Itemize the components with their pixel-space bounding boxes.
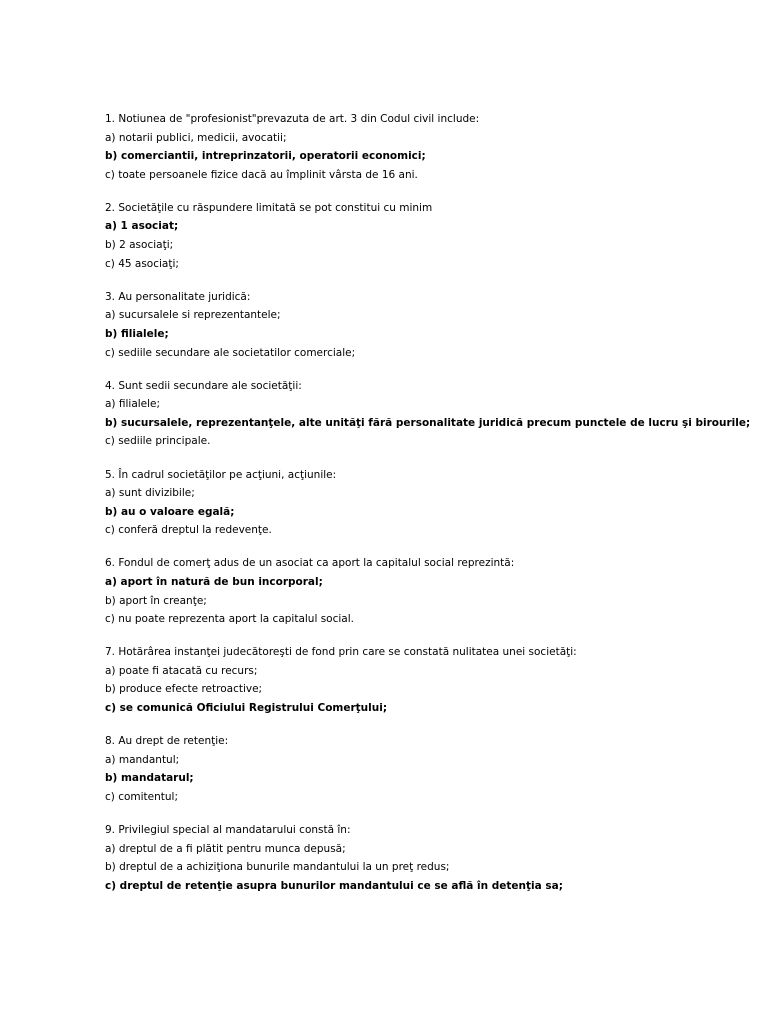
question-text: 6. Fondul de comerţ adus de un asociat ca aport la capitalul social reprezintă: xyxy=(105,557,515,570)
answer-option: b) aport în creanţe; xyxy=(105,594,207,607)
document-page xyxy=(105,110,751,910)
question-block-5 xyxy=(105,466,745,540)
answer-option: a) filialele; xyxy=(105,398,161,411)
answer-option: c) nu poate reprezenta aport la capitalul social. xyxy=(105,613,354,626)
answer-option: a) mandantul; xyxy=(105,753,180,766)
question-text: 4. Sunt sedii secundare ale societăţii: xyxy=(105,379,302,392)
question-block-6 xyxy=(105,554,745,628)
answer-option: c) sediile principale. xyxy=(105,435,211,448)
answer-option: c) sediile secundare ale societatilor comerciale; xyxy=(105,346,356,359)
question-text: 8. Au drept de retenţie: xyxy=(105,735,229,748)
question-block-2 xyxy=(105,199,745,273)
correct-answer-option: a) aport în natură de bun incorporal; xyxy=(105,575,323,588)
answer-option: b) 2 asociaţi; xyxy=(105,239,174,252)
correct-answer-option: c) se comunică Oficiului Registrului Comerţului; xyxy=(105,702,388,715)
answer-option: b) produce efecte retroactive; xyxy=(105,683,263,696)
correct-answer-option: b) filialele; xyxy=(105,327,169,340)
question-block-4 xyxy=(105,377,751,451)
answer-option: a) notarii publici, medicii, avocatii; xyxy=(105,131,287,144)
question-block-9 xyxy=(105,821,745,895)
answer-option: c) toate persoanele fizice dacă au împlinit vârsta de 16 ani. xyxy=(105,168,418,181)
question-text: 9. Privilegiul special al mandatarului constă în: xyxy=(105,824,351,836)
answer-option: c) 45 asociaţi; xyxy=(105,257,179,270)
correct-answer-option: c) dreptul de retenţie asupra bunurilor mandantului ce se află în detenţia sa; xyxy=(105,879,563,892)
question-block-8 xyxy=(105,732,745,806)
question-text: 7. Hotărârea instanţei judecătoreşti de fond prin care se constată nulitatea unei societăţi: xyxy=(105,646,577,659)
answer-option: a) dreptul de a fi plătit pentru munca depusă; xyxy=(105,842,346,855)
correct-answer-option: b) au o valoare egală; xyxy=(105,505,235,518)
answer-option: a) poate fi atacată cu recurs; xyxy=(105,664,258,677)
correct-answer-option: b) sucursalele, reprezentanţele, alte unităţi fără personalitate juridică precum punctele de lucru şi birourile; xyxy=(105,416,751,429)
answer-option: c) comitentul; xyxy=(105,790,179,803)
answer-option: a) sunt divizibile; xyxy=(105,487,195,500)
question-block-1 xyxy=(105,110,745,184)
answer-option: b) dreptul de a achiziţiona bunurile mandantului la un preţ redus; xyxy=(105,861,450,874)
question-text: 1. Notiunea de "profesionist"prevazuta de art. 3 din Codul civil include: xyxy=(105,113,480,125)
question-text: 3. Au personalitate juridică: xyxy=(105,290,251,303)
question-block-7 xyxy=(105,643,745,717)
question-text: 2. Societăţile cu răspundere limitată se pot constitui cu minim xyxy=(105,201,433,214)
question-text: 5. În cadrul societăţilor pe acţiuni, acţiunile: xyxy=(105,468,337,481)
answer-option: a) sucursalele si reprezentantele; xyxy=(105,309,281,322)
question-block-3 xyxy=(105,288,745,362)
answer-option: c) conferă dreptul la redevenţe. xyxy=(105,524,272,537)
correct-answer-option: b) comerciantii, intreprinzatorii, operatorii economici; xyxy=(105,150,426,163)
correct-answer-option: a) 1 asociat; xyxy=(105,220,179,233)
correct-answer-option: b) mandatarul; xyxy=(105,772,194,785)
